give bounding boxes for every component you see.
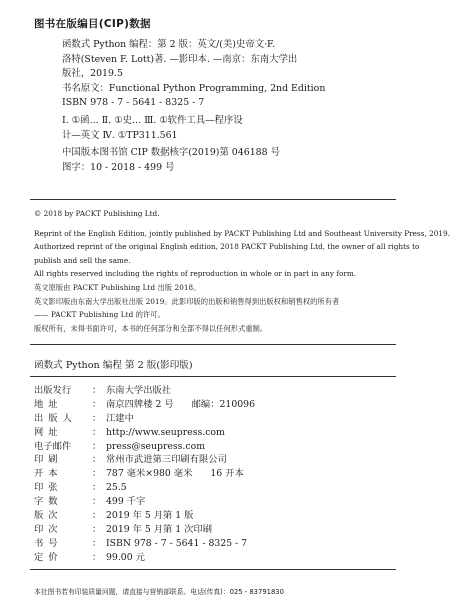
copyright-line: 英文原版由 PACKT Publishing Ltd 出版 2018。 — [34, 282, 201, 292]
detail-value: 2019 年 5 月第 1 版 — [106, 510, 194, 522]
detail-value: 787 毫米×980 毫米 — [106, 468, 193, 480]
copyright-line: © 2018 by PACKT Publishing Ltd. — [34, 209, 160, 218]
cip-registration-number: 图字：10 - 2018 - 499 号 — [62, 161, 175, 173]
copyright-line: publish and sell the same. — [34, 255, 131, 265]
copyright-line: Authorized reprint of the original English edition, 2018 PACKT Publishing Ltd, the owner of all rights to — [34, 242, 420, 252]
cip-isbn: ISBN 978 - 7 - 5641 - 8325 - 7 — [62, 97, 205, 109]
detail-key: 定 价 — [34, 551, 59, 563]
publication-title: 函数式 Python 编程 第 2 版(影印版) — [34, 360, 193, 371]
detail-value: 南京四牌楼 2 号 — [106, 398, 174, 410]
detail-row: 开 本 ： 787 毫米×980 毫米 16 开本 — [34, 468, 244, 480]
detail-key: 出版发行 — [34, 385, 72, 396]
detail-value: press@seupress.com — [106, 440, 206, 452]
detail-row: 书 号 ： ISBN 978 - 7 - 5641 - 8325 - 7 — [34, 537, 248, 549]
detail-row: 出 版 人 ： 江建中 — [34, 412, 134, 424]
detail-value: 25.5 — [106, 482, 127, 494]
detail-value: 常州市武进第三印刷有限公司 — [106, 454, 227, 466]
detail-row: 出版发行 ： 东南大学出版社 — [34, 385, 172, 396]
detail-key: 地 址 — [34, 398, 59, 410]
publication-details — [34, 384, 384, 565]
copyright-line: All rights reserved including the rights of reproduction in whole or in part in any form. — [34, 269, 357, 279]
cip-line: 书名原文：Functional Python Programming, 2nd Edition — [62, 82, 326, 94]
detail-key: 书 号 — [34, 537, 59, 549]
detail-value: 江建中 — [106, 412, 134, 424]
copyright-notice — [34, 207, 450, 335]
detail-key: 网 址 — [34, 426, 59, 438]
cip-record — [62, 38, 382, 175]
copyright-line: 英文影印版由东南大学出版社出版 2019。此影印版的出版和销售得到出版权和销售权的所有者 — [34, 296, 340, 306]
footer-note: 本社图书若有印装质量问题，请直接与营销部联系。电话(传真)：025 - 83791830 — [34, 588, 284, 596]
detail-row: 地 址 ： 南京四牌楼 2 号 邮编：210096 — [34, 398, 255, 410]
detail-extra: 16 开本 — [210, 468, 244, 480]
detail-row: 电子邮件 ： press@seupress.com — [34, 440, 206, 452]
detail-value: 2019 年 5 月第 1 次印刷 — [106, 523, 213, 535]
cip-data-number: 中国版本图书馆 CIP 数据核字(2019)第 046188 号 — [62, 147, 280, 159]
detail-value: 499 千字 — [106, 496, 146, 508]
detail-value: 99.00 元 — [106, 551, 145, 563]
cip-line: 版社，2019.5 — [62, 68, 123, 80]
detail-row: 定 价 ： 99.00 元 — [34, 551, 145, 563]
detail-row: 印 次 ： 2019 年 5 月第 1 次印刷 — [34, 523, 213, 535]
cip-line: 计—英文 Ⅳ. ①TP311.561 — [62, 129, 178, 141]
detail-key: 版 次 — [34, 510, 59, 522]
divider — [30, 199, 396, 200]
detail-key: 出 版 人 — [34, 412, 73, 424]
cip-line: 函数式 Python 编程：第 2 版：英文/(美)史帝文·F. — [62, 39, 276, 50]
cip-heading: 图书在版编目(CIP)数据 — [34, 18, 151, 30]
cip-line: 洛特(Steven F. Lott)著. —影印本. —南京：东南大学出 — [62, 53, 298, 65]
detail-value: 东南大学出版社 — [106, 385, 172, 396]
detail-key: 字 数 — [34, 496, 59, 508]
detail-row: 版 次 ： 2019 年 5 月第 1 版 — [34, 510, 194, 522]
detail-key: 电子邮件 — [34, 440, 72, 452]
copyright-line: —— PACKT Publishing Ltd 的许可。 — [34, 310, 165, 320]
detail-key: 印 次 — [34, 523, 59, 535]
detail-key: 印 张 — [34, 482, 59, 494]
detail-row: 字 数 ： 499 千字 — [34, 496, 146, 508]
detail-row: 网 址 ： http://www.seupress.com — [34, 426, 225, 438]
copyright-line: Reprint of the English Edition, jointly published by PACKT Publishing Ltd and Southeast University Press, 2019. — [34, 228, 450, 238]
detail-value: ISBN 978 - 7 - 5641 - 8325 - 7 — [106, 537, 248, 549]
detail-key: 印 刷 — [34, 454, 59, 466]
detail-row: 印 刷 ： 常州市武进第三印刷有限公司 — [34, 454, 227, 466]
detail-extra: 邮编：210096 — [191, 398, 255, 410]
detail-value: http://www.seupress.com — [106, 426, 225, 438]
divider — [30, 344, 396, 345]
detail-key: 开 本 — [34, 468, 59, 480]
detail-row: 印 张 ： 25.5 — [34, 482, 127, 494]
divider — [30, 376, 396, 377]
copyright-line: 版权所有，未得书面许可，本书的任何部分和全部不得以任何形式重制。 — [34, 323, 268, 333]
cip-line: Ⅰ. ①函… Ⅱ. ①史… Ⅲ. ①软件工具—程序设 — [62, 114, 243, 126]
divider — [30, 569, 396, 570]
